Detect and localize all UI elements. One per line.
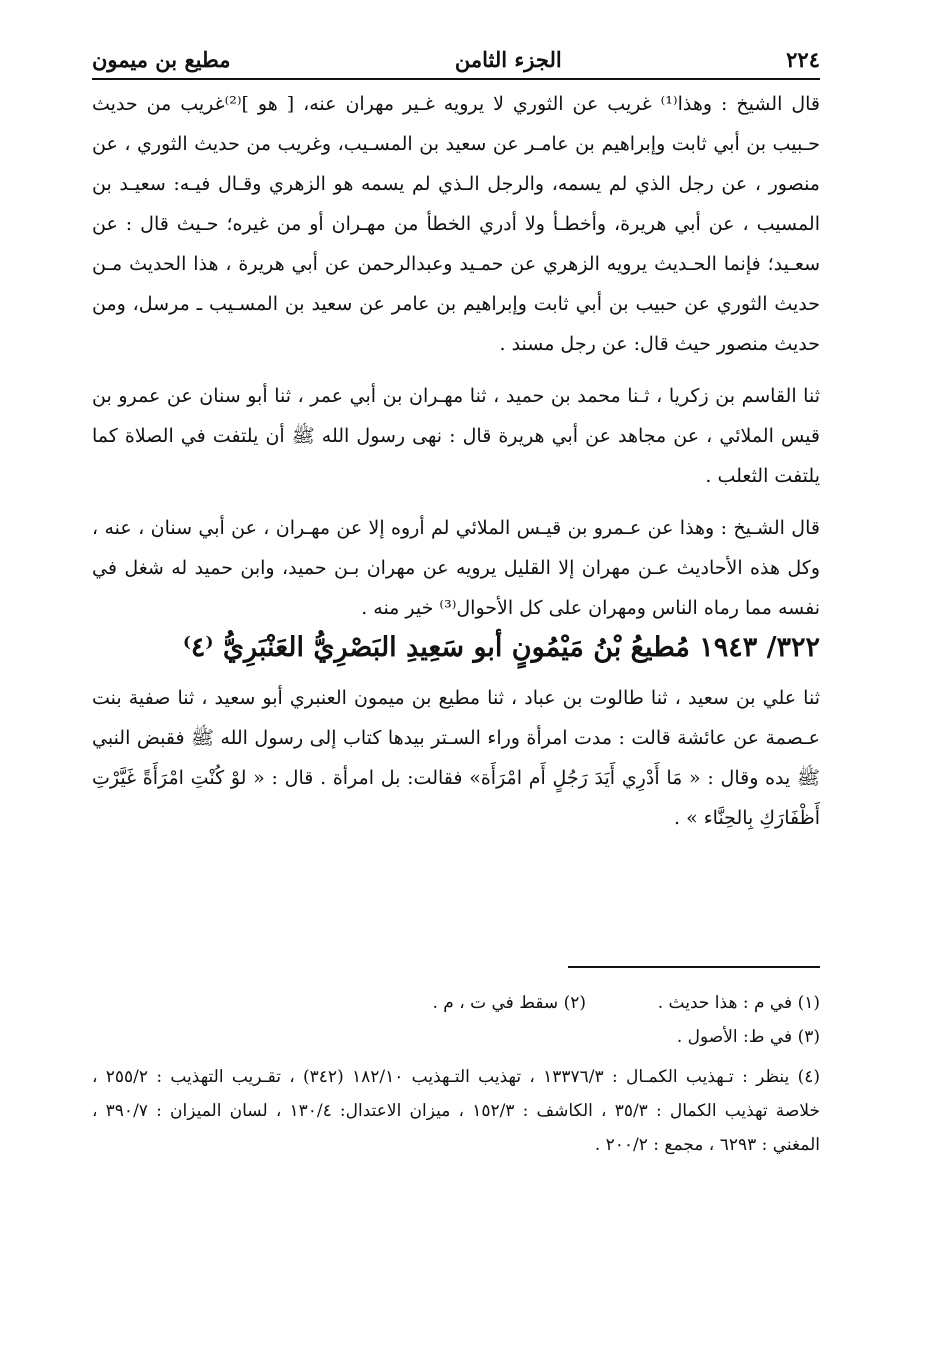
running-entry-title: مطيع بن ميمون — [92, 47, 231, 72]
part-title: الجزء الثامن — [454, 47, 562, 72]
footnote-separator — [568, 966, 820, 968]
commentary-paragraph: قال الشيخ : وهذا⁽¹⁾ غريب عن الثوري لا يرويه غـير مهران عنه، [ هو ]⁽²⁾غريب من حديث حـبيب بن أبي ثابت وإبراهيم بن عامـر عن سعيد بن المسـيب، وغريب من حديث الثوري ، عن منصور ، عن رجل الذي لم يسمه، والرجل الـذي لم يسمه هو الزهري وقـال فيـه: سعيـد بن المسيب ، عن أبي هريرة، وأخطـأ ولا أدري الخطأ من مهـران أو من غيره؛ حـيث قال : عن سعـيد؛ فإنما الحـديث يرويه الزهري عن حمـيد وعبدالرحمن عن أبي هريرة ، هذا الحديث مـن حديث الثوري عن حبيب بن أبي ثابت وإبراهيم بن عامر عن سعيد بن المسـيب ـ مرسل، ومن حديث منصور حيث قال: عن رجل مسند . — [92, 93, 821, 355]
footnote-3: (٣) في ط: الأصول . — [676, 1027, 820, 1047]
footnote-4: (٤) ينظر : تـهذيب الكمـال : ١٣٣٧٦/٣ ، تهذيب التـهذيب ١٨٢/١٠ (٣٤٢) ، تقـريب التهذيب : ٢٥٥/٢ ، خلاصة تهذيب الكمال : ٣٥/٣ ، الكاشف : ١٥٢/٣ ، ميزان الاعتدال: ١٣٠/٤ ، لسان الميزان : ٣٩٠/٧ ، المغني : ٦٢٩٣ ، مجمع : ٢٠٠/٢ . — [92, 1067, 821, 1155]
page-header — [92, 34, 820, 74]
footnote-row — [92, 986, 820, 1020]
footnotes — [92, 986, 820, 1162]
hadith-paragraph: ثنا القاسم بن زكريا ، ثـنا محمد بن حميد ، ثنا مهـران بن أبي عمر ، ثنا أبو سنان عن عمرو بن قيس الملائي ، عن مجاهد عن أبي هريرة قال : نهى رسول الله ﷺ أن يلتفت في الصلاة كما يلتفت الثعلب . — [92, 385, 820, 487]
hadith-paragraph-2: ثنا علي بن سعيد ، ثنا طالوت بن عباد ، ثنا مطيع بن ميمون العنبري أبو سعيد ، ثنا صفية بنت عـصمة عن عائشة قالت : مدت امرأة وراء السـتر بيدها كتاب إلى رسول الله ﷺ فقبض النبي ﷺ يده وقال : « مَا أَدْرِي أَيَدَ رَجُلٍ أَم امْرَأَة» فقالت: بل امرأة . قال : « لوْ كُنْتِ امْرَأَةً غَيَّرْتِ أَظْفَارَكِ بِالحِنَّاء » . — [92, 687, 820, 829]
commentary-paragraph-2: قال الشـيخ : وهذا عن عـمرو بن قيـس الملائي لم أروه إلا عن مهـران ، عن أبي سنان ، عنه ، وكل هذه الأحاديث عـن مهران إلا القليل يرويه عن مهران بـن حميد، وابن حميد له شغل في نفسه مما رماه الناس ومهران على كل الأحوال⁽³⁾ خير منه . — [92, 517, 820, 619]
main-text — [92, 84, 820, 850]
page-number: ٢٢٤ — [786, 47, 820, 72]
footnote-1: (١) في م : هذا حديث . — [657, 993, 820, 1013]
biography-heading: ٣٢٢/ ١٩٤٣ مُطيعُ بْنُ مَيْمُونٍ أبو سَعِيدِ البَصْرِيُّ العَنْبَرِيُّ ⁽٤⁾ — [182, 632, 820, 663]
header-rule — [92, 78, 820, 80]
footnote-2: (٢) سقط في ت ، م . — [432, 993, 586, 1013]
